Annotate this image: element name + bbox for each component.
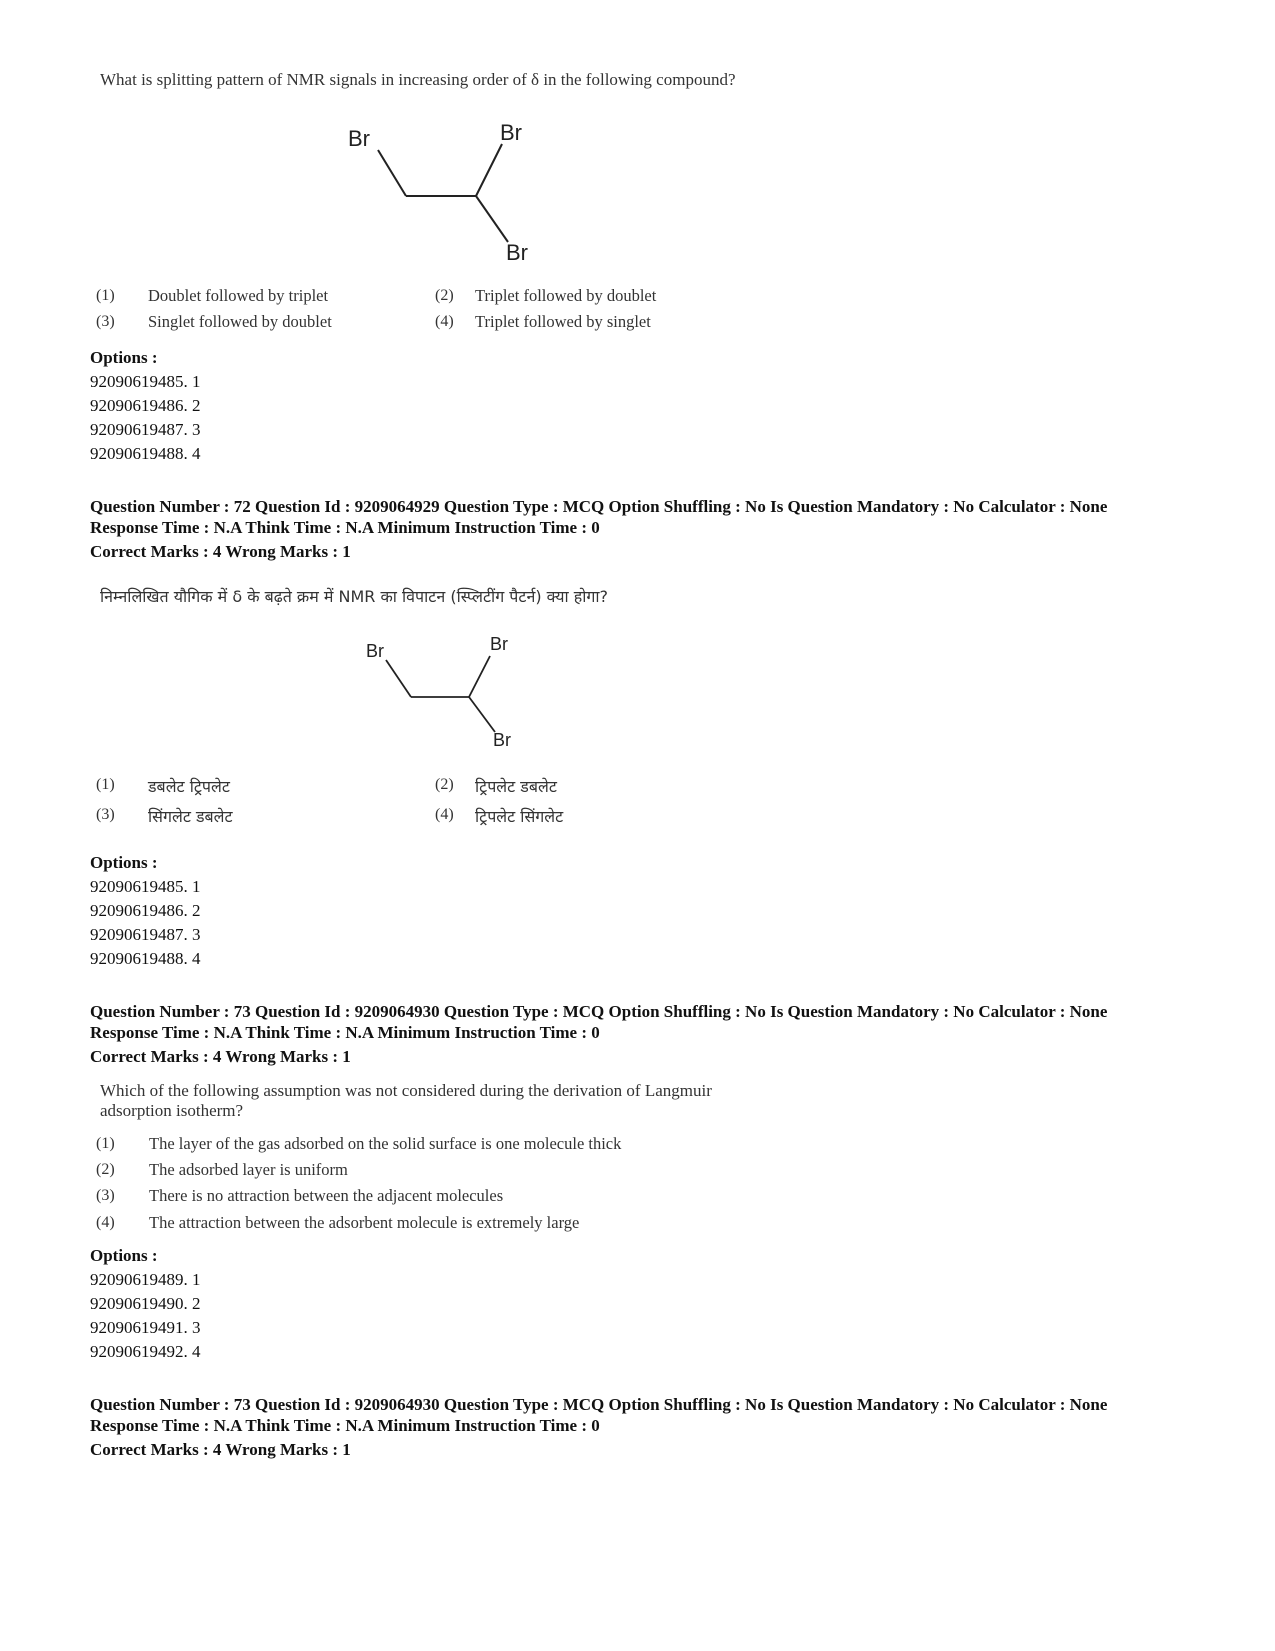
option-text: ट्रिपलेट सिंगलेट [475, 807, 564, 826]
structure-diagram [355, 630, 555, 760]
option-id: 92090619485. 1 [90, 877, 201, 896]
option-id: 92090619487. 3 [90, 420, 201, 439]
option-id: 92090619488. 4 [90, 444, 201, 463]
question-header-timing: Response Time : N.A Think Time : N.A Minimum Instruction Time : 0 [90, 1023, 600, 1042]
option-number: (2) [435, 776, 454, 793]
option-id: 92090619490. 2 [90, 1294, 201, 1313]
atom-label: Br [366, 641, 384, 661]
bond-line [476, 196, 508, 242]
bond-line [476, 144, 502, 196]
bond-line [469, 656, 490, 697]
option-number: (2) [96, 1161, 115, 1178]
question-header: Question Number : 72 Question Id : 9209064929 Question Type : MCQ Option Shuffling : No Is Question Mandatory : No Calculator : None [90, 497, 1108, 516]
question-header: Question Number : 73 Question Id : 9209064930 Question Type : MCQ Option Shuffling : No Is Question Mandatory : No Calculator : None [90, 1002, 1108, 1021]
options-label: Options : [90, 1246, 158, 1265]
option-number: (2) [435, 287, 454, 304]
option-number: (4) [435, 313, 454, 330]
option-id: 92090619486. 2 [90, 396, 201, 415]
question-marks: Correct Marks : 4 Wrong Marks : 1 [90, 542, 351, 561]
option-id: 92090619486. 2 [90, 901, 201, 920]
question-text: निम्नलिखित यौगिक में δ के बढ़ते क्रम में NMR का विपाटन (स्प्लिटींग पैटर्न) क्या होगा? [100, 587, 609, 606]
atom-label: Br [506, 240, 528, 265]
question-marks: Correct Marks : 4 Wrong Marks : 1 [90, 1440, 351, 1459]
option-number: (3) [96, 806, 115, 823]
question-text: Which of the following assumption was not considered during the derivation of Langmuir [100, 1081, 712, 1100]
option-number: (1) [96, 1135, 115, 1152]
option-id: 92090619488. 4 [90, 949, 201, 968]
bond-line [469, 697, 495, 732]
option-text: The attraction between the adsorbent molecule is extremely large [149, 1213, 580, 1232]
atom-label: Br [493, 730, 511, 750]
option-number: (1) [96, 776, 115, 793]
bond-line [378, 150, 406, 196]
options-label: Options : [90, 348, 158, 367]
question-text-continued: adsorption isotherm? [100, 1101, 244, 1120]
option-text: There is no attraction between the adjacent molecules [149, 1186, 504, 1205]
option-text: Triplet followed by singlet [475, 312, 651, 331]
option-id: 92090619489. 1 [90, 1270, 201, 1289]
option-text: Singlet followed by doublet [148, 312, 332, 331]
option-id: 92090619487. 3 [90, 925, 201, 944]
bond-line [386, 660, 411, 697]
options-label: Options : [90, 853, 158, 872]
option-number: (1) [96, 287, 115, 304]
question-header-timing: Response Time : N.A Think Time : N.A Minimum Instruction Time : 0 [90, 1416, 600, 1435]
option-number: (3) [96, 1187, 115, 1204]
option-text: सिंगलेट डबलेट [148, 807, 233, 826]
option-number: (4) [435, 806, 454, 823]
atom-label: Br [500, 120, 522, 145]
option-text: डबलेट ट्रिपलेट [148, 777, 230, 796]
option-id: 92090619491. 3 [90, 1318, 201, 1337]
atom-label: Br [490, 634, 508, 654]
question-text: What is splitting pattern of NMR signals in increasing order of δ in the following compound? [100, 70, 736, 89]
option-text: ट्रिपलेट डबलेट [475, 777, 557, 796]
option-text: Doublet followed by triplet [148, 286, 329, 305]
question-marks: Correct Marks : 4 Wrong Marks : 1 [90, 1047, 351, 1066]
option-text: Triplet followed by doublet [475, 286, 657, 305]
option-id: 92090619492. 4 [90, 1342, 201, 1361]
structure-diagram [330, 110, 560, 270]
option-number: (4) [96, 1214, 115, 1231]
option-text: The layer of the gas adsorbed on the solid surface is one molecule thick [149, 1134, 622, 1153]
option-number: (3) [96, 313, 115, 330]
option-id: 92090619485. 1 [90, 372, 201, 391]
option-text: The adsorbed layer is uniform [149, 1160, 348, 1179]
atom-label: Br [348, 126, 370, 151]
question-header-timing: Response Time : N.A Think Time : N.A Minimum Instruction Time : 0 [90, 518, 600, 537]
question-header: Question Number : 73 Question Id : 9209064930 Question Type : MCQ Option Shuffling : No Is Question Mandatory : No Calculator : None [90, 1395, 1108, 1414]
